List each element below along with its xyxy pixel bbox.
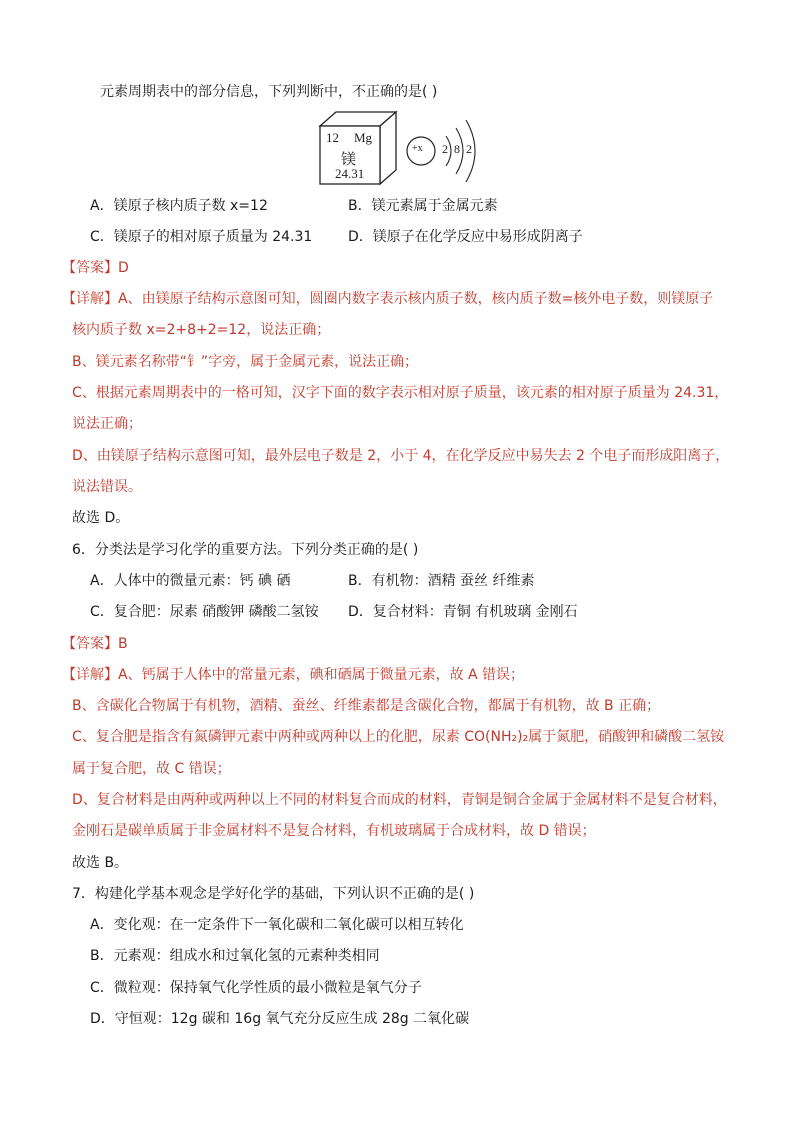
q5-explain-line: 核内质子数 x=2+8+2=12，说法正确； bbox=[72, 322, 331, 338]
q7-option-b: B．元素观：组成水和过氧化氢的元素种类相同 bbox=[90, 948, 380, 964]
q6-explain-line: C、复合肥是指含有氮磷钾元素中两种或两种以上的化肥，尿素 CO(NH₂)₂属于氮肥，硝酸钾和磷酸二氢铵 bbox=[72, 729, 725, 745]
q5-explain-line: B、镁元素名称带“钅”字旁，属于金属元素，说法正确； bbox=[72, 354, 419, 370]
q5-explain-line: 说法正确； bbox=[72, 416, 142, 432]
q6-option-c: C．复合肥：尿素 硝酸钾 磷酸二氢铵 bbox=[90, 604, 319, 620]
q5-option-b: B．镁元素属于金属元素 bbox=[348, 198, 498, 214]
shell-2-electrons: 8 bbox=[454, 142, 460, 156]
q6-stem: 6．分类法是学习化学的重要方法。下列分类正确的是( ) bbox=[72, 542, 419, 558]
q5-explain-line: 说法错误。 bbox=[72, 479, 142, 495]
nucleus-charge: +x bbox=[412, 143, 423, 154]
q6-explain-line: D、复合材料是由两种或两种以上不同的材料复合而成的材料，青铜是铜合金属于金属材料不是复合材料， bbox=[72, 792, 727, 808]
shell-1-electrons: 2 bbox=[442, 142, 448, 156]
q5-option-a: A．镁原子核内质子数 x=12 bbox=[90, 198, 268, 214]
q5-explain-line: 【详解】A、由镁原子结构示意图可知，圆圈内数字表示核内质子数，核内质子数=核外电子数，则镁原子 bbox=[62, 291, 714, 307]
q6-answer bbox=[62, 634, 128, 654]
q6-explain-line: 金刚石是碳单质属于非金属材料不是复合材料，有机玻璃属于合成材料，故 D 错误； bbox=[72, 823, 596, 839]
q5-option-d: D．镁原子在化学反应中易形成阴离子 bbox=[348, 229, 583, 245]
q6-option-b: B．有机物：酒精 蚕丝 纤维素 bbox=[348, 573, 535, 589]
answer-tag: 【答案】 bbox=[62, 260, 118, 276]
q5-explain-line: D、由镁原子结构示意图可知，最外层电子数是 2，小于 4，在化学反应中易失去 2 个电子而形成阳离子， bbox=[72, 448, 730, 464]
element-symbol: Mg bbox=[354, 130, 373, 145]
q6-option-d: D．复合材料：青铜 有机玻璃 金刚石 bbox=[348, 604, 578, 620]
q6-explain-line: 【详解】A、钙属于人体中的常量元素，碘和硒属于微量元素，故 A 错误； bbox=[62, 667, 525, 683]
q7-option-d: D．守恒观：12g 碳和 16g 氧气充分反应生成 28g 二氧化碳 bbox=[90, 1011, 470, 1027]
q5-conclusion: 故选 D。 bbox=[72, 510, 130, 526]
q6-explain-line: 属于复合肥，故 C 错误； bbox=[72, 761, 231, 777]
atomic-number: 12 bbox=[326, 130, 339, 145]
q7-stem: 7．构建化学基本观念是学好化学的基础，下列认识不正确的是( ) bbox=[72, 886, 475, 902]
q5-option-c: C．镁原子的相对原子质量为 24.31 bbox=[90, 229, 313, 245]
answer-value: B bbox=[118, 636, 128, 652]
answer-tag: 【答案】 bbox=[62, 636, 118, 652]
shell-3-electrons: 2 bbox=[466, 142, 472, 156]
magnesium-figure bbox=[318, 108, 488, 188]
q6-explain-line: B、含碳化合物属于有机物，酒精、蚕丝、纤维素都是含碳化合物，都属于有机物，故 B 正确； bbox=[72, 698, 661, 714]
q6-option-a: A．人体中的微量元素：钙 碘 硒 bbox=[90, 573, 291, 589]
atomic-mass: 24.31 bbox=[335, 166, 365, 181]
q5-stem: 元素周期表中的部分信息，下列判断中，不正确的是( ) bbox=[100, 84, 438, 100]
q7-option-c: C．微粒观：保持氧气化学性质的最小微粒是氧气分子 bbox=[90, 980, 422, 996]
q5-answer bbox=[62, 258, 129, 278]
q5-explain-line: C、根据元素周期表中的一格可知，汉字下面的数字表示相对原子质量，该元素的相对原子质量为 24.31， bbox=[72, 385, 729, 401]
explain-tag: 【详解】 bbox=[62, 291, 118, 307]
element-name: 镁 bbox=[341, 150, 357, 168]
answer-value: D bbox=[118, 260, 129, 276]
explain-tag: 【详解】 bbox=[62, 667, 118, 683]
q6-conclusion: 故选 B。 bbox=[72, 855, 129, 871]
q7-option-a: A．变化观：在一定条件下一氧化碳和二氧化碳可以相互转化 bbox=[90, 917, 464, 933]
